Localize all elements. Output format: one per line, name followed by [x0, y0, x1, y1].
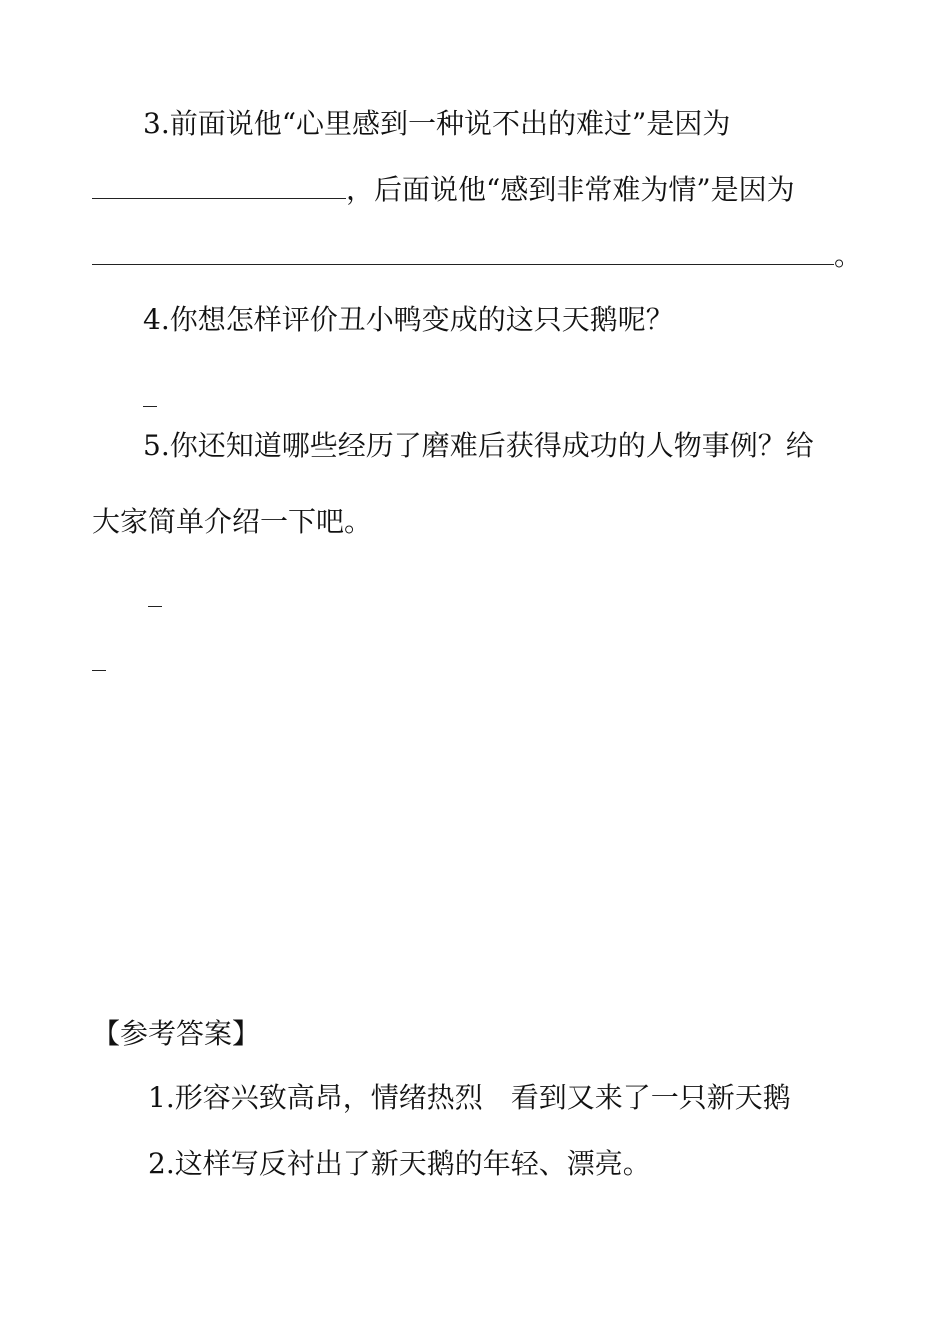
question-4-prompt: 4.你想怎样评价丑小鸭变成的这只天鹅呢？: [143, 303, 674, 336]
question-3-line-1: 3.前面说他“心里感到一种说不出的难过”是因为: [143, 107, 731, 140]
answer-blank-reason-2[interactable]: [92, 242, 834, 265]
answer-2: 2.这样写反衬出了新天鹅的年轻、漂亮。: [148, 1147, 651, 1180]
question-3-period: 。: [834, 239, 863, 272]
answer-mark: [148, 602, 162, 607]
answer-blank-reason-1[interactable]: [92, 176, 346, 199]
answer-mark: [92, 666, 106, 671]
question-5-line-1: 5.你还知道哪些经历了磨难后获得成功的人物事例？给: [143, 429, 814, 462]
answer-mark: [143, 402, 157, 407]
question-3-line-3: [92, 236, 950, 276]
answers-heading: 【参考答案】: [92, 1017, 261, 1050]
question-4-answer-blank[interactable]: [143, 392, 157, 411]
answer-1: 1.形容兴致高昂，情绪热烈 看到又来了一只新天鹅: [148, 1081, 791, 1114]
question-3-line-2: [92, 170, 950, 210]
question-5-line-2: 大家简单介绍一下吧。: [92, 505, 373, 538]
question-3-line-2-text: ，后面说他“感到非常难为情”是因为: [346, 173, 795, 206]
question-5-answer-blank-1[interactable]: [148, 592, 162, 611]
question-5-answer-blank-2[interactable]: [92, 656, 106, 675]
